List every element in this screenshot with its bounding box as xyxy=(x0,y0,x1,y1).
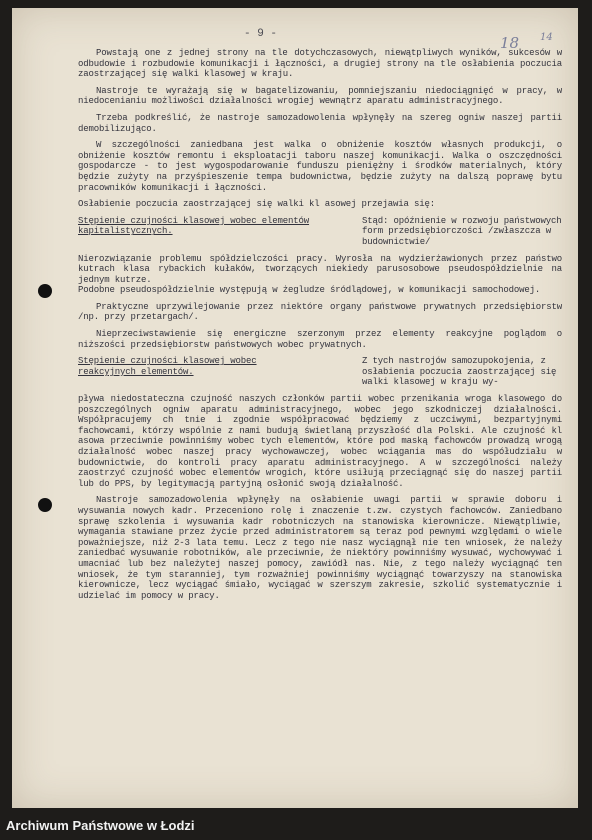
document-page xyxy=(12,8,578,808)
punch-hole-bottom xyxy=(38,498,52,512)
paragraph: pływa niedostateczna czujność naszych członków partii wobec przenikania wroga klasowego do poszczególnych ogniw aparatu administracyjnego, wobec jego szkodniczej działalności. Współpracujemy ch tnie i zgodnie współpracować będziemy z uczciwymi, bezpartyjnymi fachowcami, którzy wspólnie z nami budują świetlaną przyszłość dla Polski. Ale czujność kl asowa przeciwnie powinniśmy wobec tych elementów, które pod maską fachowców prowadzą wrogą działalność wobec naszej pracy wychowawczej, wobec wciągania mas do współudziału w budownictwie, do kontroli pracy aparatu administracyjnego. A w szczególności należy zaostrzyć czujność wobec elementów wrogich, które usiłują przeciągnąć się do naszej partii lub do PPS, by legitymacją partyjną osłonić swoją działalność. xyxy=(78,394,562,489)
section-note: Z tych nastrojów samozupokojenia, z osłabienia poczucia zaostrzającej się walki klasowej w kraju wy- xyxy=(362,356,557,388)
paragraph: Praktyczne uprzywilejowanie przez niektóre organy państwowe prywatnych przedsiębiorstw /np. przy przetargach/. xyxy=(78,301,562,323)
paragraph: Nierozwiązanie problemu spółdzielczości pracy. Wyrosła na wydzierżawionych przez państwo kutrach klasa rybackich kułaków, tworzących niekiedy parusosobowe pseudospółdzielnie na jednym kutrze. xyxy=(78,253,562,285)
section-heading: Stępienie czujności klasowej wobec elementów kapitalistycznych. xyxy=(78,215,310,237)
section-heading: Stępienie czujności klasowej wobec reakcyjnych elementów. xyxy=(78,356,257,377)
paragraph: Nieprzeciwstawienie się energiczne szerzonym przez elementy reakcyjne poglądom o niższości przedsiębiorstw państwowych wobec prywatnych. xyxy=(78,329,562,350)
paragraph: Nastroje te wyrażają się w bagatelizowaniu, pomniejszaniu niedociągnięć w pracy, w niedocenianiu możliwości działalności wrogiej wewnątrz aparatu administracyjnego. xyxy=(78,85,562,107)
document-body xyxy=(78,48,562,607)
paragraph: Osłabienie poczucia zaostrzającej się walki kl asowej przejawia się: xyxy=(78,199,436,210)
paragraph: Trzeba podkreślić, że nastroje samozadowolenia wpłynęły na szereg ogniw naszej partii demobilizująco. xyxy=(78,112,562,134)
page-number: - 9 - xyxy=(244,28,278,40)
section-row-reactionary xyxy=(78,356,562,388)
archive-footer: Archiwum Państwowe w Łodzi xyxy=(0,816,592,840)
paragraph: Powstają one z jednej strony na tle dotychczasowych, niewątpliwych wyników, sukcesów w odbudowie i rozbudowie komunikacji i łączności, a drugiej strony na tle osłabienia poczucia zaostrzającej się walki klasowej w kraju. xyxy=(78,48,562,80)
punch-hole-top xyxy=(38,284,52,298)
handwritten-small-number: 14 xyxy=(540,32,553,43)
section-note: Stąd: opóźnienie w rozwoju państwowych form przedsiębiorczości /zwłaszcza w budownictwie/ xyxy=(362,215,562,247)
paragraph: W szczególności zaniedbana jest walka o obniżenie kosztów własnych produkcji, o obniżenie kosztów remontu i eksploatacji taboru naszej komunikacji. Walka o oszczędności gospodarcze - to jest wygospodarowanie funduszu pieniężny i środków materialnych, który będzie zużyty na przyśpieszenie tempa budownictwa, będzie zużyty na dalszą poprawę bytu pracowników komunikacji i łączności. xyxy=(78,140,562,193)
section-row-capitalist xyxy=(78,216,562,248)
handwritten-page-number: 18 xyxy=(500,34,520,52)
paragraph: Podobne pseudospółdzielnie występują w żegludze śródlądowej, w komunikacji samochodowej. xyxy=(78,285,541,296)
paragraph: Nastroje samozadowolenia wpłynęły na osłabienie uwagi partii w sprawie doboru i wysuwania nowych kadr. Przeceniono rolę i znaczenie t.zw. czystych fachowców. Zaniedbano sprawę szkolenia i wysuwania kadr robotniczych na stanowiska kierownicze. Niewątpliwie, wymagania stawiane przez życie przed administratorem są teraz pod pewnymi względami o wiele poważniejsze, niż 2-3 lata temu. Lecz z tego nie nasz wyciągnął nie ten wniosek, że należy zaniedbać wysuwanie robotników, ale przeciwnie, że niektóry powinniśmy wysuwać, wychowywać i umacniać lub bez należytej naszej pomocy, zawiódł nas. Nie, z tego należy wyciągnąć ten wniosek, że tym staranniej, tym rozważniej powinniśmy wyciągnąć towarzyszy na stanowiska kierownicze, lecz wyciągać śmiało, wyciągać w szerszym zakresie, szkolić systematycznie i udzielać im pomocy w pracy. xyxy=(78,495,562,601)
